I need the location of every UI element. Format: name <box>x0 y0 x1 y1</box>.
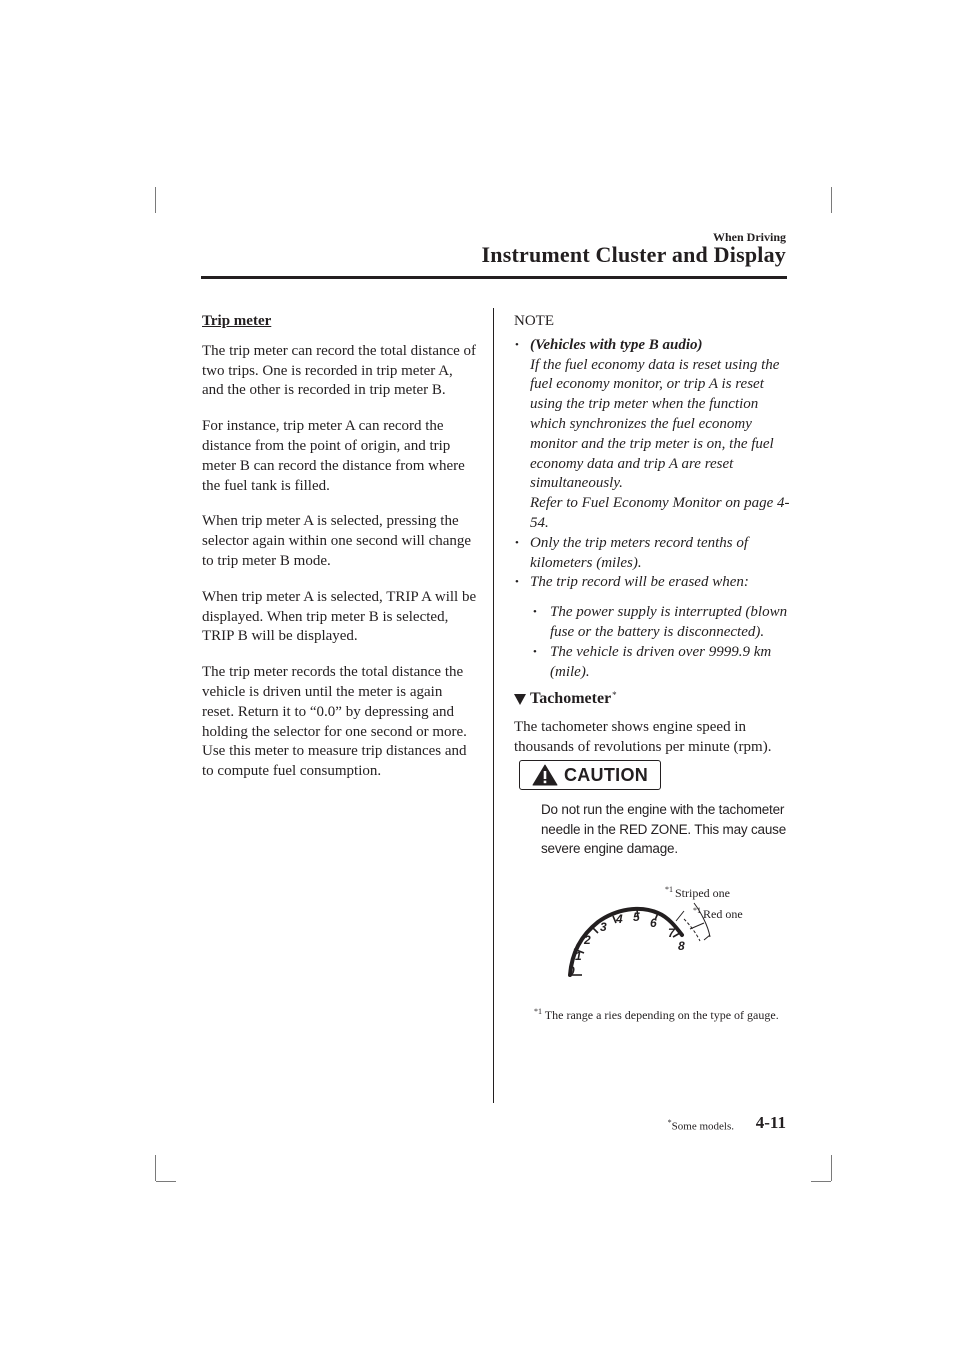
tachometer-description: The tachometer shows engine speed in thousands of revolutions per minute (rpm). <box>514 719 772 755</box>
note-title: NOTE <box>514 313 554 329</box>
gauge-tick-label: 4 <box>616 912 623 926</box>
crop-mark <box>155 1155 156 1181</box>
caution-text: Do not run the engine with the tachometer needle in the RED ZONE. This may cause severe engine damage. <box>541 802 787 856</box>
caution-box <box>519 760 661 790</box>
note-item-ref: Refer to Fuel Economy Monitor on page 4-54. <box>530 495 790 531</box>
gauge-tick-label: 0 <box>568 964 575 978</box>
tachometer-heading-text: Tachometer <box>530 690 612 707</box>
triangle-icon <box>514 694 526 705</box>
note-item-text: If the fuel economy data is reset using the fuel economy monitor, or trip A is reset using the trip meter when the function which synchronizes the fuel economy monitor and the trip meter is on, the fuel economy data and trip A are reset simultaneously. <box>530 356 780 492</box>
gauge-tick-label: 6 <box>650 916 657 930</box>
gauge-tick-label: 5 <box>633 910 640 924</box>
paragraph: The trip meter records the total distance the vehicle is driven until the meter is again reset. Return it to “0.0” by depressing and holding the selector for one second or more. Use this meter to measure trip distances and to compute fuel consumption. <box>202 664 467 780</box>
section-label: When Driving <box>712 230 786 244</box>
trip-meter-heading: Trip meter <box>202 313 272 329</box>
left-column <box>202 312 477 798</box>
tachometer-heading <box>514 690 617 708</box>
footnote-text: The range a ries depending on the type of gauge. <box>544 1008 779 1022</box>
some-models-note: *Some models. <box>667 1118 734 1133</box>
tachometer-illustration <box>558 875 768 990</box>
striped-zone-label: $^{*1}$ Striped one <box>665 885 730 900</box>
caution-label: CAUTION <box>563 764 649 785</box>
note-subitem: • The power supply is interrupted (blown fuse or the battery is disconnected). <box>532 603 790 643</box>
note-item-bold: (Vehicles with type B audio) <box>530 336 703 353</box>
note-block <box>514 312 790 682</box>
gauge-tick-label: 7 <box>668 926 675 940</box>
header-rule <box>201 276 787 279</box>
crop-mark <box>156 1181 176 1182</box>
asterisk: * <box>612 690 617 700</box>
paragraph: The trip meter can record the total distance of two trips. One is recorded in trip meter A, and the other is recorded in trip meter B. <box>202 342 477 399</box>
red-zone-label: $^{*1}$ Red one <box>693 906 743 921</box>
page-number: 4-11 <box>755 1113 786 1132</box>
gauge-footnote <box>534 1004 784 1023</box>
crop-mark <box>155 187 156 213</box>
crop-mark <box>831 187 832 213</box>
note-item: • The trip record will be erased when: <box>514 573 790 593</box>
paragraph: When trip meter A is selected, TRIP A will be displayed. When trip meter B is selected, TRIP B will be displayed. <box>202 588 477 645</box>
crop-mark <box>811 1181 831 1182</box>
gauge-tick-label: 2 <box>584 933 591 947</box>
warning-icon <box>532 764 558 786</box>
paragraph: For instance, trip meter A can record the distance from the point of origin, and trip meter B can record the distance from where the fuel tank is filled. <box>202 418 465 494</box>
gauge-tick-label: 1 <box>575 949 582 963</box>
footnote-mark: *1 <box>534 1007 542 1016</box>
column-divider <box>493 308 494 1103</box>
note-item: • Only the trip meters record tenths of kilometers (miles). <box>514 534 790 574</box>
page-title: Instrument Cluster and Display <box>481 242 786 267</box>
note-subitem: • The vehicle is driven over 9999.9 km (mile). <box>532 643 790 683</box>
crop-mark <box>831 1155 832 1181</box>
note-item <box>514 336 790 534</box>
gauge-tick-label: 8 <box>678 939 685 953</box>
gauge-tick-label: 3 <box>600 920 607 934</box>
paragraph: When trip meter A is selected, pressing the selector again within one second will change to trip meter B mode. <box>202 513 472 569</box>
